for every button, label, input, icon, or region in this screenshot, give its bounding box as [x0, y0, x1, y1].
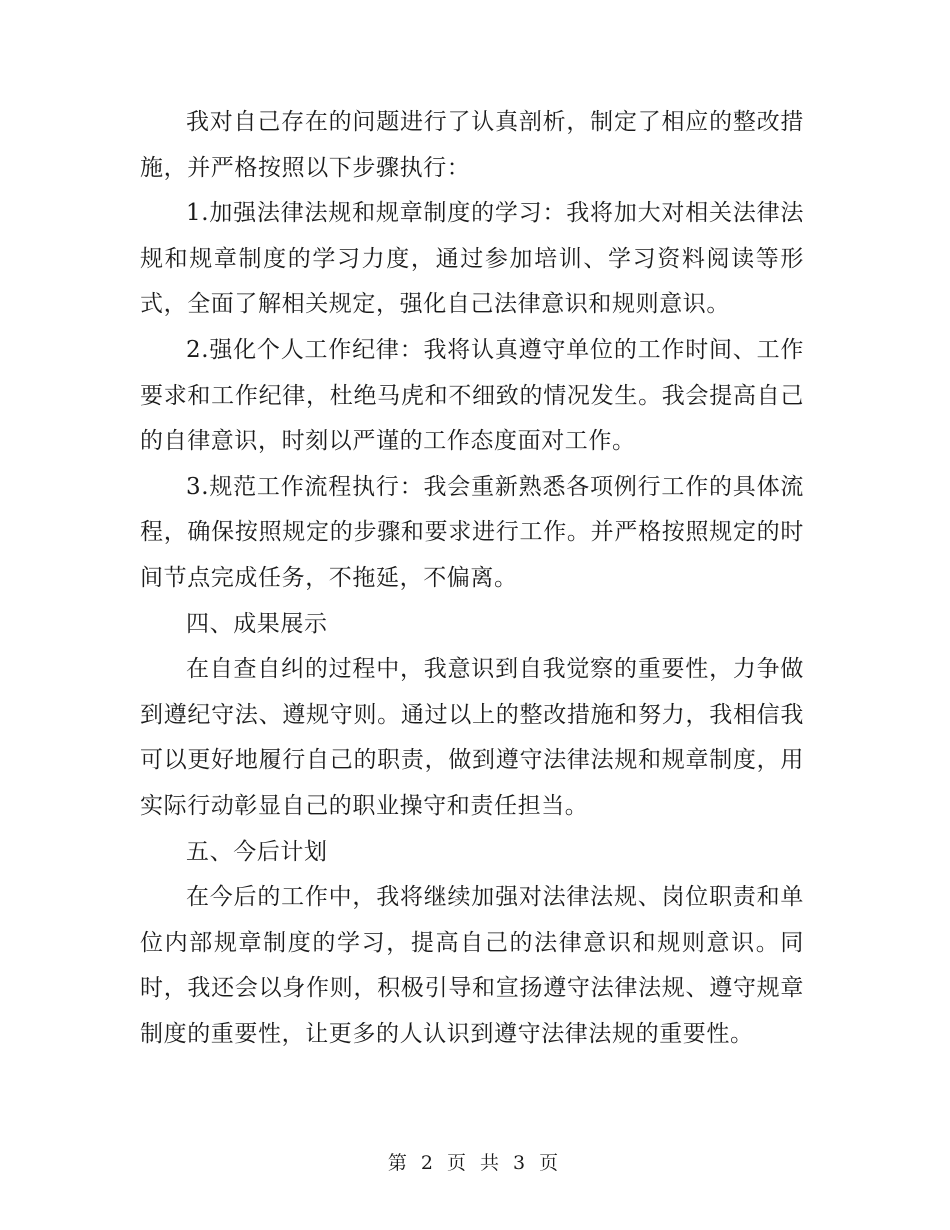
section-heading-plan: 五、今后计划	[186, 838, 328, 865]
section-heading-results: 四、成果展示	[186, 610, 328, 637]
paragraph-plan: 在今后的工作中，我将继续加强对法律法规、岗位职责和单位内部规章制度的学习，提高自己的法律意识和规则意识。同时，我还会以身作则，积极引导和宣扬遵守法律法规、遵守规章制度的重要性，让更多的人认识到遵守法律法规的重要性。	[140, 884, 804, 1047]
page-number-footer: 第 2 页 共 3 页	[387, 1152, 563, 1174]
paragraph-results: 在自查自纠的过程中，我意识到自我觉察的重要性，力争做到遵纪守法、遵规守则。通过以上的整改措施和努力，我相信我可以更好地履行自己的职责，做到遵守法律法规和规章制度，用实际行动彰显自己的职业操守和责任担当。	[140, 656, 804, 819]
paragraph-item-2: 2.强化个人工作纪律：我将认真遵守单位的工作时间、工作要求和工作纪律，杜绝马虎和不细致的情况发生。我会提高自己的自律意识，时刻以严谨的工作态度面对工作。	[140, 336, 804, 455]
paragraph-item-3: 3.规范工作流程执行：我会重新熟悉各项例行工作的具体流程，确保按照规定的步骤和要求进行工作。并严格按照规定的时间节点完成任务，不拖延，不偏离。	[140, 473, 804, 591]
paragraph-item-1: 1.加强法律法规和规章制度的学习：我将加大对相关法律法规和规章制度的学习力度，通过参加培训、学习资料阅读等形式，全面了解相关规定，强化自己法律意识和规则意识。	[140, 200, 804, 318]
paragraph-intro: 我对自己存在的问题进行了认真剖析，制定了相应的整改措施，并严格按照以下步骤执行：	[140, 109, 804, 181]
document-body	[140, 100, 804, 1057]
